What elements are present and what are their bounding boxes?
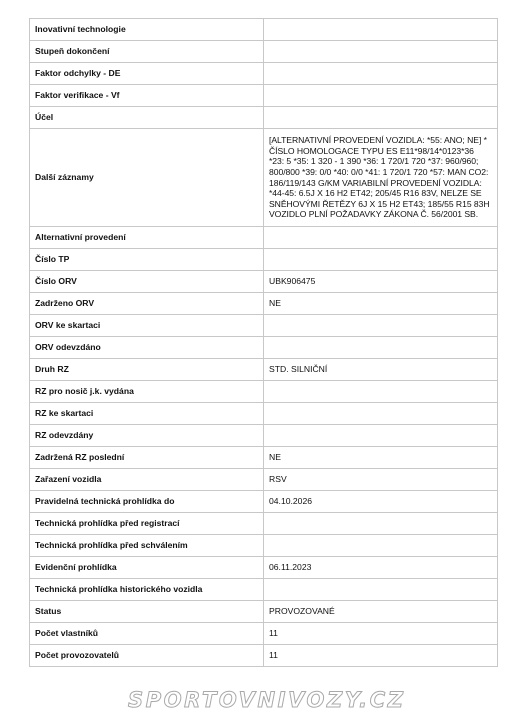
row-label: Druh RZ [30, 359, 264, 381]
row-value: RSV [264, 469, 498, 491]
row-value: 11 [264, 645, 498, 667]
table-row [30, 557, 498, 579]
row-label: Evidenční prohlídka [30, 557, 264, 579]
row-label: Zadržená RZ poslední [30, 447, 264, 469]
row-label: Status [30, 601, 264, 623]
row-label: Zadrženo ORV [30, 293, 264, 315]
row-label: Alternativní provedení [30, 227, 264, 249]
row-value [264, 403, 498, 425]
table-row [30, 513, 498, 535]
table-row [30, 227, 498, 249]
table-row [30, 315, 498, 337]
row-label: RZ pro nosič j.k. vydána [30, 381, 264, 403]
table-row [30, 447, 498, 469]
table-row [30, 129, 498, 227]
row-label: Číslo ORV [30, 271, 264, 293]
row-value [264, 249, 498, 271]
row-label: Zařazení vozidla [30, 469, 264, 491]
row-value [264, 41, 498, 63]
table-row [30, 381, 498, 403]
table-row [30, 107, 498, 129]
row-value [264, 579, 498, 601]
table-row [30, 403, 498, 425]
row-value: NE [264, 293, 498, 315]
row-label: Stupeň dokončení [30, 41, 264, 63]
row-label: ORV odevzdáno [30, 337, 264, 359]
table-row [30, 41, 498, 63]
row-label: Technická prohlídka historického vozidla [30, 579, 264, 601]
table-row [30, 271, 498, 293]
table-row [30, 19, 498, 41]
row-label: Technická prohlídka před registrací [30, 513, 264, 535]
table-row [30, 85, 498, 107]
row-label: Další záznamy [30, 129, 264, 227]
table-row [30, 249, 498, 271]
table-row [30, 623, 498, 645]
row-value [264, 227, 498, 249]
row-label: Faktor verifikace - Vf [30, 85, 264, 107]
row-value: PROVOZOVANÉ [264, 601, 498, 623]
table-row [30, 63, 498, 85]
table-row [30, 425, 498, 447]
table-row [30, 645, 498, 667]
row-label: ORV ke skartaci [30, 315, 264, 337]
table-row [30, 601, 498, 623]
row-value [264, 63, 498, 85]
register-rows [30, 19, 498, 667]
row-value [264, 19, 498, 41]
row-value [264, 107, 498, 129]
watermark: SPORTOVNIVOZY.CZ [128, 688, 406, 712]
table-row [30, 491, 498, 513]
table-row [30, 579, 498, 601]
row-label: Účel [30, 107, 264, 129]
row-value: UBK906475 [264, 271, 498, 293]
row-value: 04.10.2026 [264, 491, 498, 513]
row-value [264, 513, 498, 535]
table-row [30, 293, 498, 315]
row-value: 06.11.2023 [264, 557, 498, 579]
row-value [264, 85, 498, 107]
row-label: Číslo TP [30, 249, 264, 271]
row-value [264, 337, 498, 359]
row-value [264, 535, 498, 557]
vehicle-register-table [29, 18, 498, 667]
table-row [30, 359, 498, 381]
table-row [30, 337, 498, 359]
row-label: Počet provozovatelů [30, 645, 264, 667]
row-label: Pravidelná technická prohlídka do [30, 491, 264, 513]
row-value: NE [264, 447, 498, 469]
row-value [264, 381, 498, 403]
row-value: [ALTERNATIVNÍ PROVEDENÍ VOZIDLA: *55: ANO; NE] * ČÍSLO HOMOLOGACE TYPU ES E11*98/14*0123*36 *23: 5 *35: 1 320 - 1 390 *36: 1 720/1 720 *37: 960/960; 800/800 *39: 0/0 *40: 0/0 *41: 1 720/1 720 *57: MAN CO2: 186/119/143 G/KM VARIABILNÍ PROVEDENÍ VOZIDLA: *44-45: 6.5J X 16 H2 ET42; 205/45 R16 83V, NELZE SE SNĚHOVÝMI ŘETĚZY 6J X 15 H2 ET43; 185/55 R15 83H VOZIDLO PLNÍ POŽADAVKY ZÁKONA Č. 56/2001 SB. [264, 129, 498, 227]
table-row [30, 469, 498, 491]
row-value [264, 425, 498, 447]
row-label: Počet vlastníků [30, 623, 264, 645]
row-value: STD. SILNIČNÍ [264, 359, 498, 381]
row-label: Inovativní technologie [30, 19, 264, 41]
row-label: RZ ke skartaci [30, 403, 264, 425]
row-label: Technická prohlídka před schválením [30, 535, 264, 557]
table-row [30, 535, 498, 557]
row-label: RZ odevzdány [30, 425, 264, 447]
row-value [264, 315, 498, 337]
row-value: 11 [264, 623, 498, 645]
row-label: Faktor odchylky - DE [30, 63, 264, 85]
